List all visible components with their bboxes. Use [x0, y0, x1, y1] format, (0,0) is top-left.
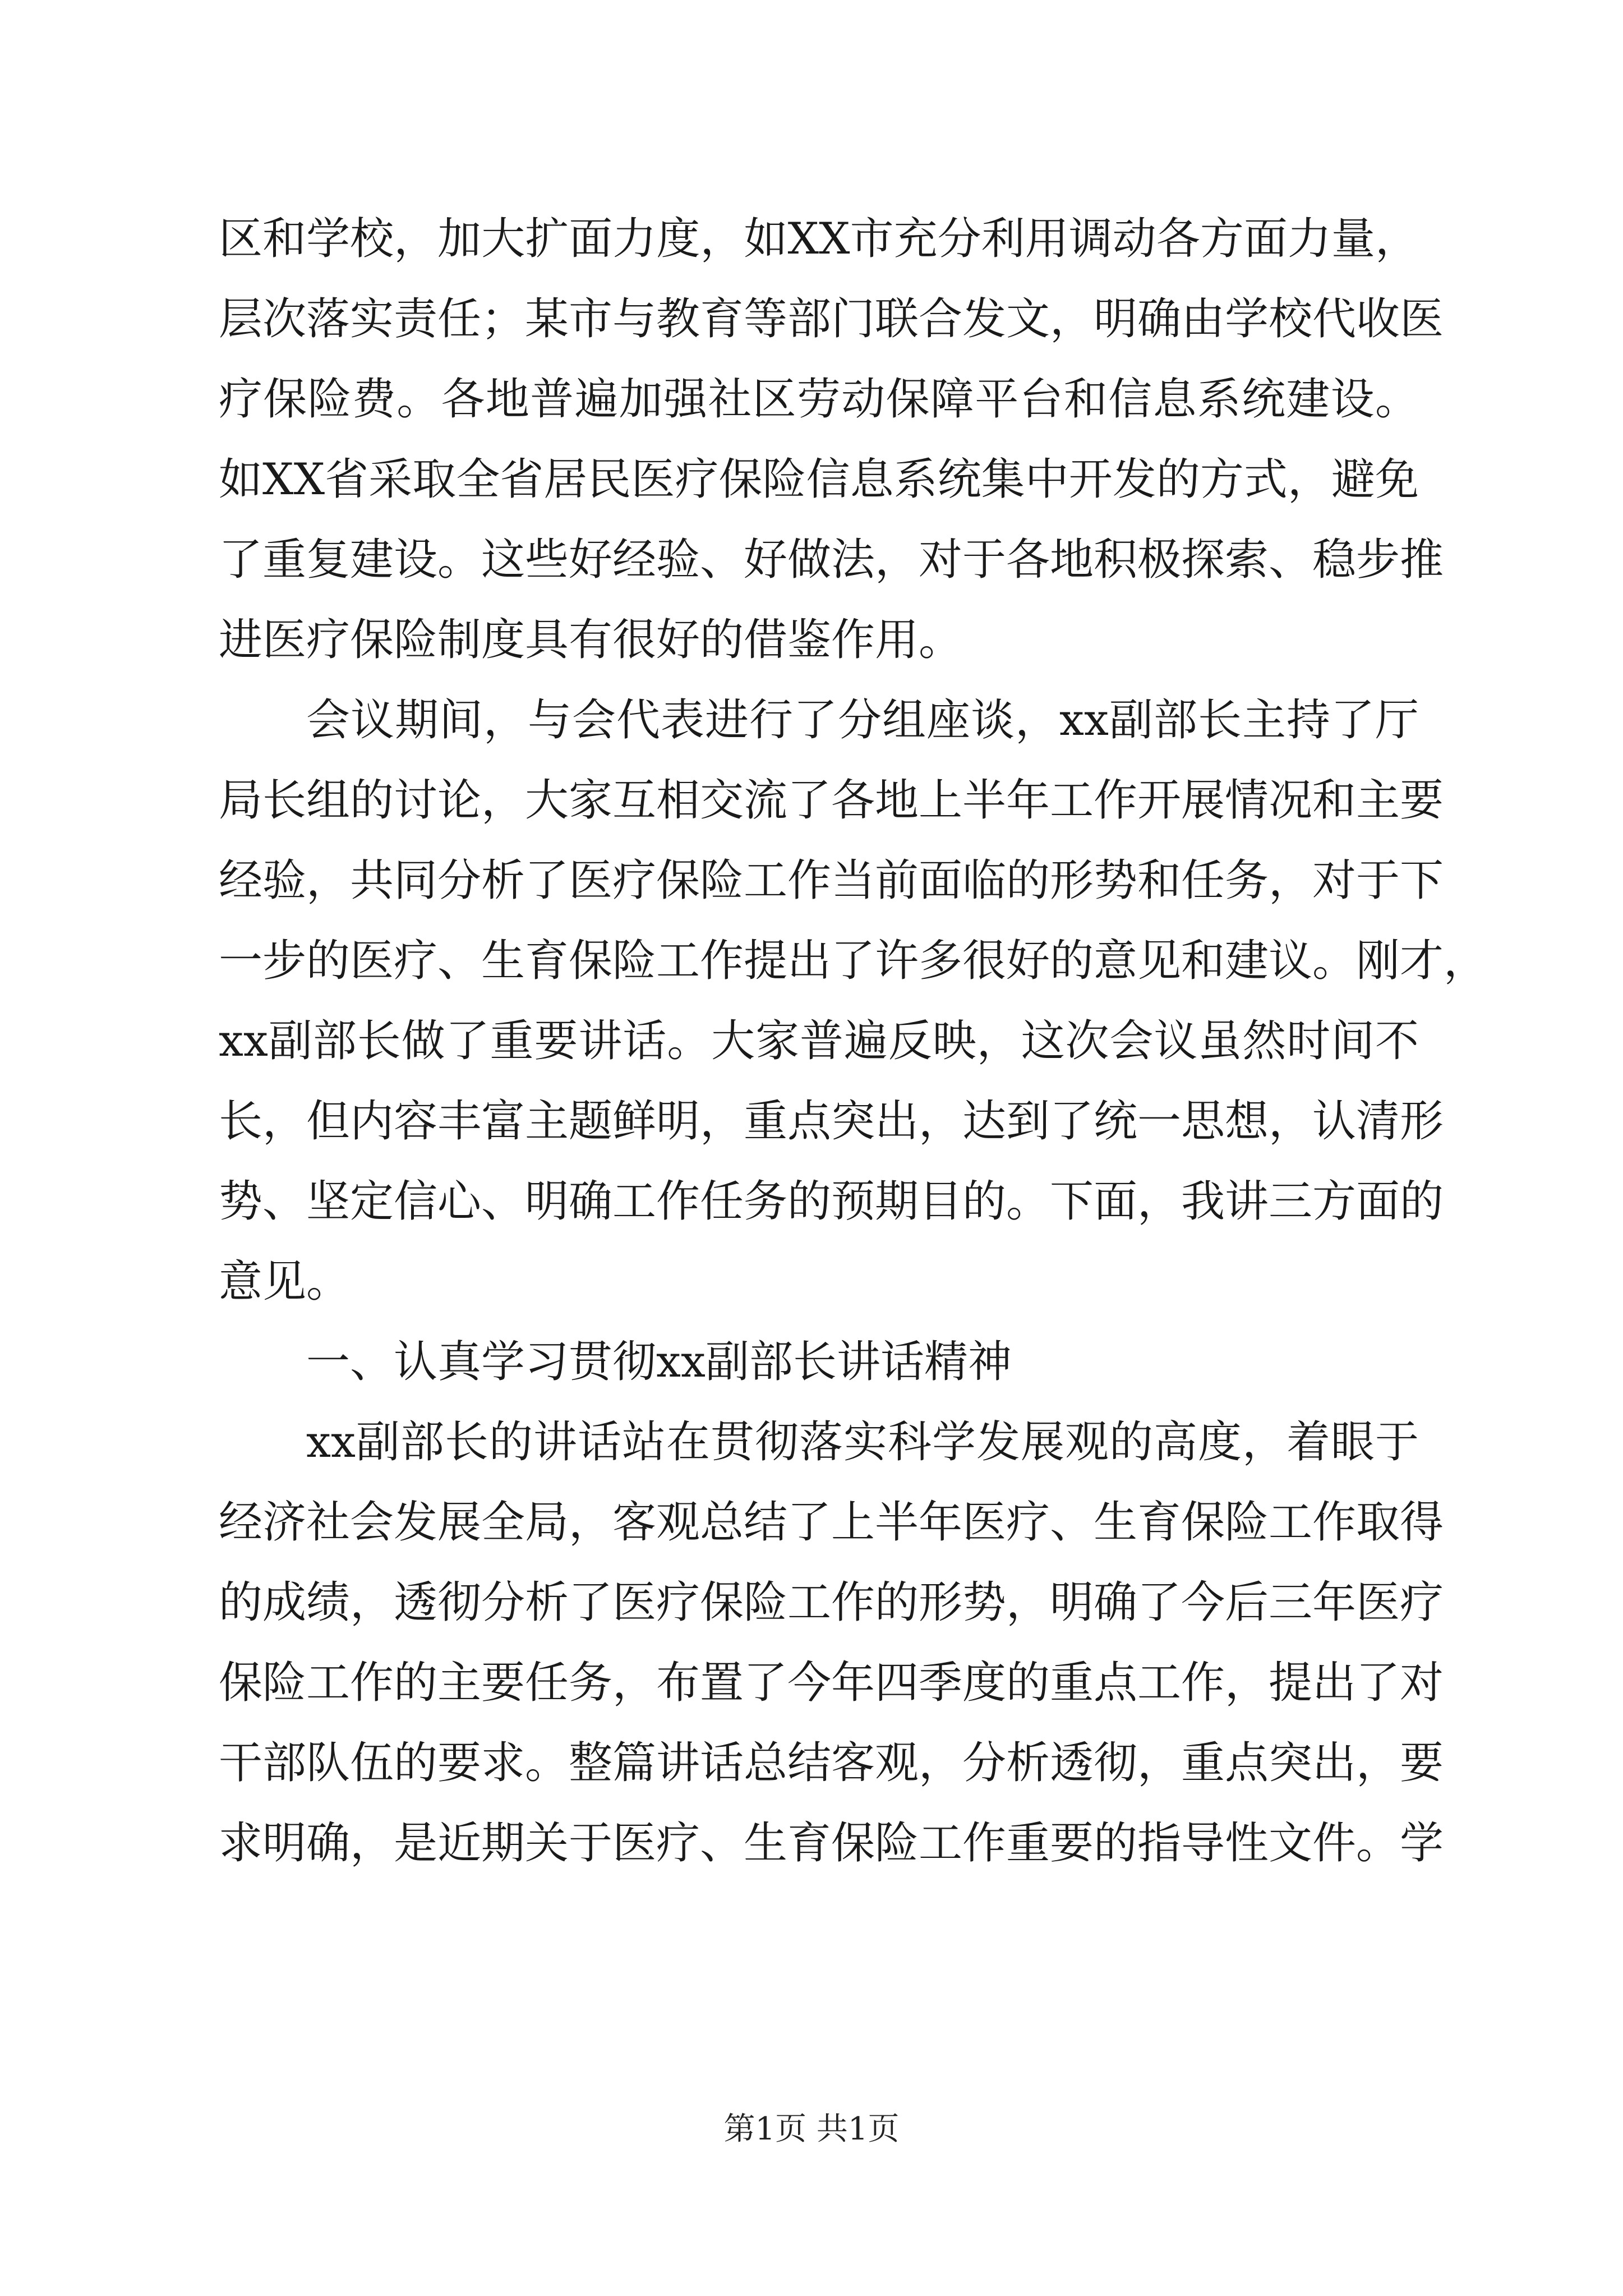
text-line: 层次落实责任；某市与教育等部门联合发文，明确由学校代收医 [219, 294, 1444, 344]
paragraph-first-line: xx副部长的讲话站在贯彻落实科学发展观的高度，着眼于 [306, 1417, 1419, 1467]
text-line: 如XX省采取全省居民医疗保险信息系统集中开发的方式，避免 [219, 454, 1419, 505]
text-line: 区和学校，加大扩面力度，如XX市充分利用调动各方面力量， [219, 214, 1419, 264]
text-line: 势、坚定信心、明确工作任务的预期目的。下面，我讲三方面的 [219, 1176, 1444, 1227]
text-line: 经验，共同分析了医疗保险工作当前面临的形势和任务，对于下 [219, 855, 1444, 906]
text-line: 经济社会发展全局，客观总结了上半年医疗、生育保险工作取得 [219, 1497, 1444, 1548]
text-line: 干部队伍的要求。整篇讲话总结客观，分析透彻，重点突出，要 [219, 1738, 1444, 1788]
page-footer: 第1页 共1页 [723, 2111, 900, 2147]
paragraph-first-line: 会议期间，与会代表进行了分组座谈，xx副部长主持了厅 [306, 695, 1419, 746]
text-line: 局长组的讨论，大家互相交流了各地上半年工作开展情况和主要 [219, 775, 1444, 826]
text-line: xx副部长做了重要讲话。大家普遍反映，这次会议虽然时间不 [219, 1016, 1419, 1066]
text-line: 了重复建设。这些好经验、好做法，对于各地积极探索、稳步推 [219, 535, 1444, 585]
text-line: 进医疗保险制度具有很好的借鉴作用。 [219, 615, 963, 665]
text-line: 意见。 [219, 1257, 351, 1307]
section-heading: 一、认真学习贯彻xx副部长讲话精神 [306, 1337, 1012, 1387]
text-line: 的成绩，透彻分析了医疗保险工作的形势，明确了今后三年医疗 [219, 1577, 1444, 1628]
text-line: 保险工作的主要任务，布置了今年四季度的重点工作，提出了对 [219, 1658, 1444, 1708]
text-line: 长，但内容丰富主题鲜明，重点突出，达到了统一思想，认清形 [219, 1096, 1444, 1147]
document-body [219, 199, 1488, 1884]
text-line: 疗保险费。各地普遍加强社区劳动保障平台和信息系统建设。 [219, 374, 1419, 425]
text-line: 求明确，是近期关于医疗、生育保险工作重要的指导性文件。学 [219, 1818, 1444, 1869]
text-line: 一步的医疗、生育保险工作提出了许多很好的意见和建议。刚才， [219, 936, 1488, 986]
